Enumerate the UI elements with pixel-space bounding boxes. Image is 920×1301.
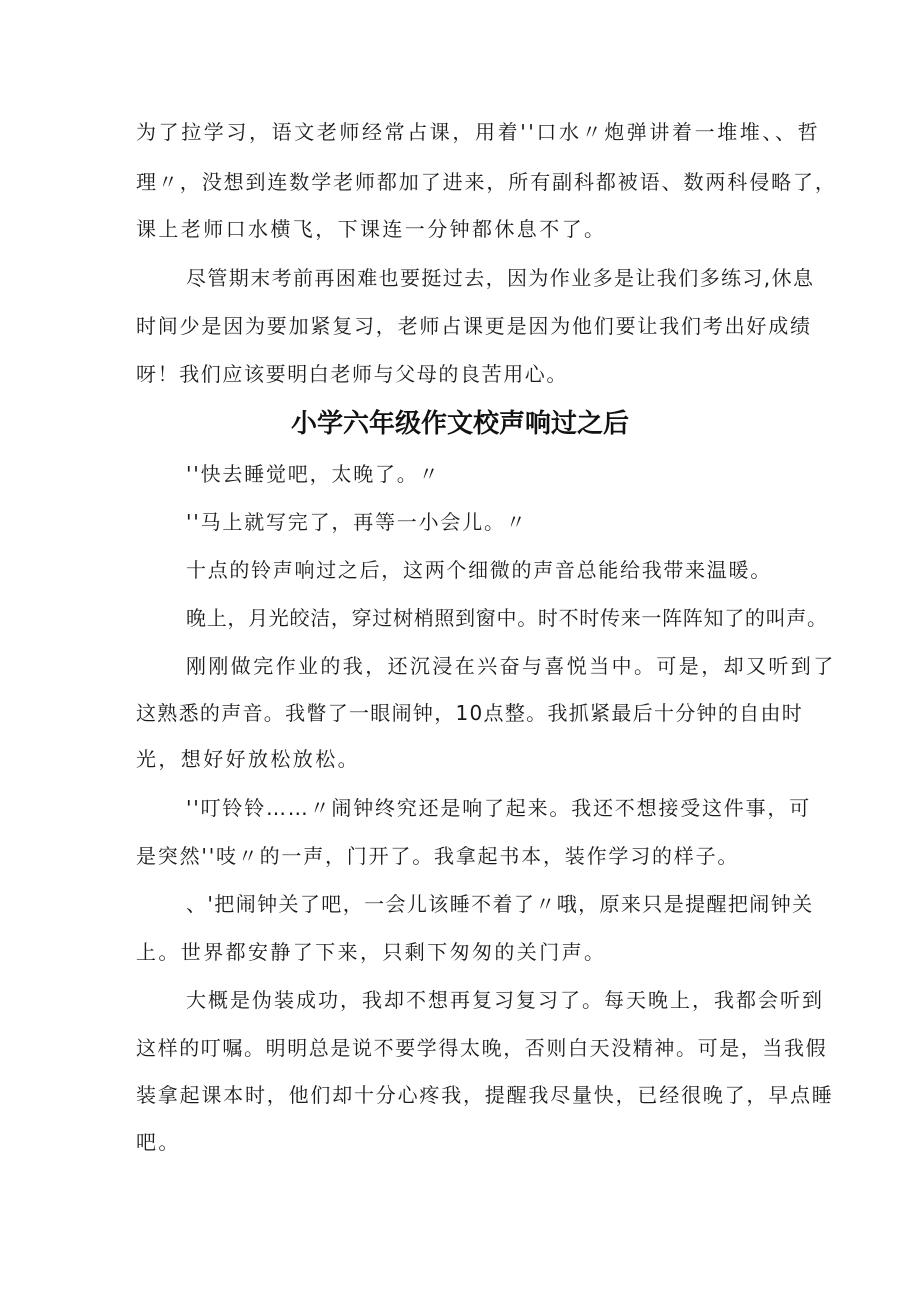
paragraph-line: 刚刚做完作业的我，还沉浸在兴奋与喜悦当中。可是，却又听到了 bbox=[186, 654, 836, 678]
paragraph-line: 上。世界都安静了下来，只剩下匆匆的关门声。 bbox=[136, 940, 607, 964]
paragraph-line: 时间少是因为要加紧复习，老师占课更是因为他们要让我们考出好成绩 bbox=[136, 314, 812, 338]
paragraph-line: ''快去睡觉吧，太晚了。〃 bbox=[186, 462, 441, 486]
paragraph-line: 呀！我们应该要明白老师与父母的良苦用心。 bbox=[136, 362, 568, 386]
paragraph-line: 这样的叮嘱。明明总是说不要学得太晚，否则白天没精神。可是，当我假 bbox=[136, 1036, 828, 1060]
paragraph-line: 晚上，月光皎洁，穿过树梢照到窗中。时不时传来一阵阵知了的叫声。 bbox=[186, 606, 828, 630]
paragraph-line: 装拿起课本时，他们却十分心疼我，提醒我尽量快，已经很晚了，早点睡 bbox=[136, 1083, 834, 1107]
paragraph-line: 、'把闹钟关了吧，一会儿该睡不着了〃哦，原来只是提醒把闹钟关 bbox=[186, 892, 814, 916]
paragraph-line: 尽管期末考前再困难也要挺过去，因为作业多是让我们多练习,休息 bbox=[186, 266, 815, 290]
paragraph-line: 光，想好好放松放松。 bbox=[136, 747, 360, 771]
paragraph-line: 十点的铃声响过之后，这两个细微的声音总能给我带来温暖。 bbox=[186, 558, 772, 582]
essay-title: 小学六年级作文校声响过之后 bbox=[290, 409, 629, 439]
paragraph-line: ''叮铃铃……〃闹钟终究还是响了起来。我还不想接受这件事，可 bbox=[186, 796, 811, 820]
paragraph-line: 这熟悉的声音。我瞥了一眼闹钟，10点整。我抓紧最后十分钟的自由时 bbox=[136, 701, 804, 725]
paragraph-line: 吧。 bbox=[136, 1130, 181, 1154]
paragraph-line: 为了拉学习，语文老师经常占课，用着''口水〃炮弹讲着一堆堆、、哲 bbox=[136, 120, 821, 144]
paragraph-line: ''马上就写完了，再等一小会儿。〃 bbox=[186, 510, 528, 534]
paragraph-line: 课上老师口水横飞，下课连一分钟都休息不了。 bbox=[136, 217, 607, 241]
paragraph-line: 是突然''吱〃的一声，门开了。我拿起书本，装作学习的样子。 bbox=[136, 844, 740, 868]
paragraph-line: 大概是伪装成功，我却不想再复习复习了。每天晚上，我都会听到 bbox=[186, 988, 824, 1012]
paragraph-line: 理〃，没想到连数学老师都加了进来，所有副科都被语、数两科侵略了， bbox=[136, 170, 837, 194]
